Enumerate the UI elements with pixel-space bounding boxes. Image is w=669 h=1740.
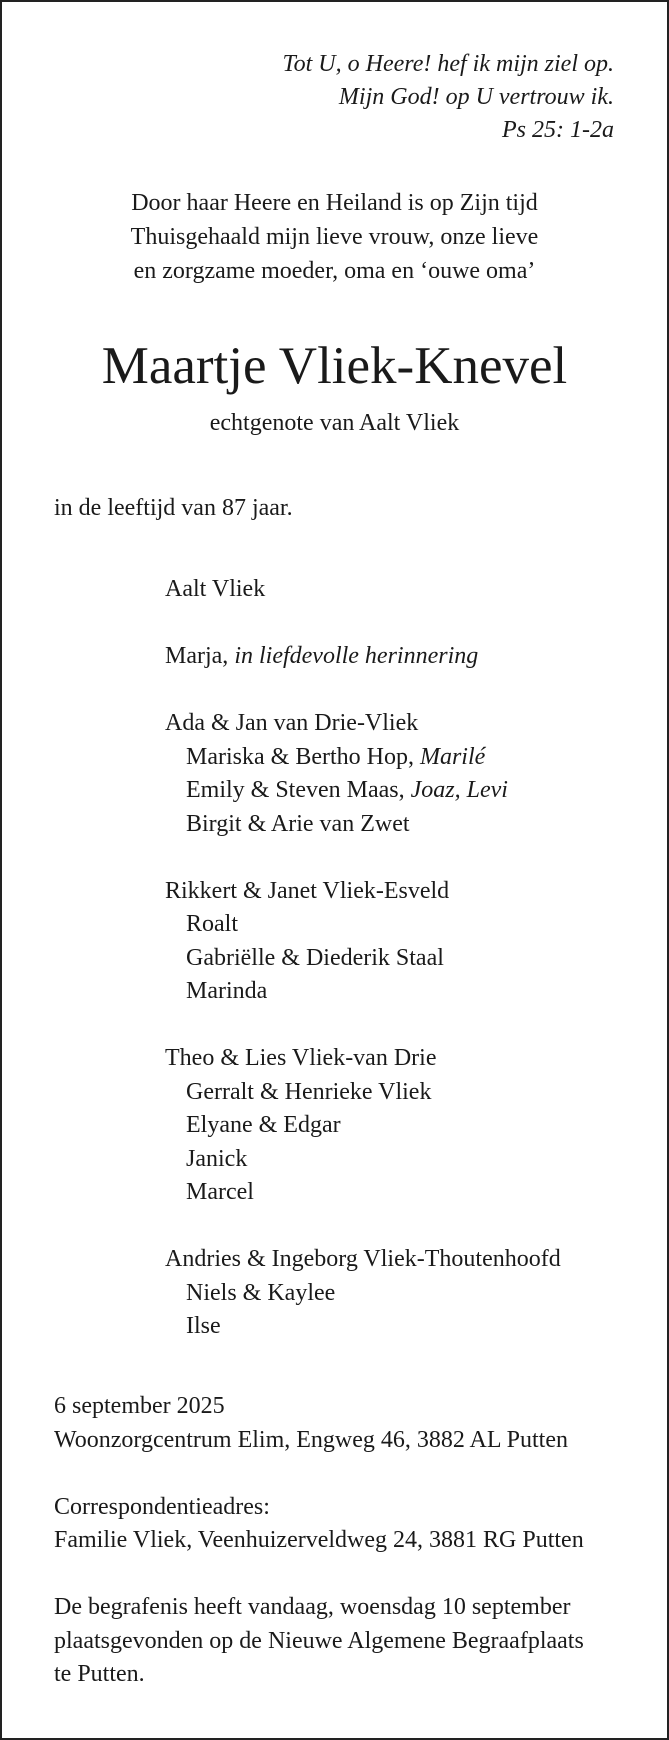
grandchild-line: Niels & Kaylee — [186, 1279, 336, 1306]
grandchild-line: Birgit & Arie van Zwet — [186, 810, 410, 837]
age-line: in de leeftijd van 87 jaar. — [54, 495, 293, 521]
grandchild-line — [165, 774, 561, 808]
grandchild-line: Marcel — [186, 1179, 254, 1205]
verse-line: Tot U, o Heere! hef ik mijn ziel op. — [282, 51, 614, 77]
grandchild-line: Ilse — [186, 1313, 221, 1339]
grandchild-name: Emily & Steven Maas, — [186, 777, 411, 803]
psalm-verse — [282, 48, 614, 147]
family-head — [165, 640, 561, 674]
grandchild-name: Mariska & Bertho Hop, — [186, 743, 420, 770]
family-group-ada — [165, 707, 561, 841]
family-head: Rikkert & Janet Vliek-Esveld — [165, 877, 450, 904]
family-group-andries — [165, 1243, 561, 1344]
family-group-husband — [165, 573, 561, 607]
great-grandchildren: Joaz, Levi — [410, 777, 508, 803]
great-grandchildren: Marilé — [419, 743, 486, 770]
verse-reference: Ps 25: 1-2a — [502, 117, 614, 143]
grandchild-line: Marinda — [186, 978, 268, 1004]
date-location — [54, 1390, 584, 1457]
grandchild-line: Gabriëlle & Diederik Staal — [186, 944, 444, 971]
grandchild-line: Roalt — [186, 911, 238, 937]
death-location: Woonzorgcentrum Elim, Engweg 46, 3882 AL Putten — [54, 1426, 568, 1453]
intro-line: Door haar Heere en Heiland is op Zijn tijd — [131, 190, 538, 216]
family-group-rikkert — [165, 875, 561, 1009]
grandchild-line: Gerralt & Henrieke Vliek — [186, 1078, 432, 1105]
family-list — [165, 573, 561, 1377]
spouse-line: echtgenote van Aalt Vliek — [209, 410, 460, 436]
intro-text — [0, 186, 669, 288]
correspondence-address: Familie Vliek, Veenhuizerveldweg 24, 3881 RG Putten — [54, 1527, 584, 1553]
intro-line: en zorgzame moeder, oma en ‘ouwe oma’ — [133, 258, 536, 284]
correspondence-label: Correspondentieadres: — [54, 1493, 270, 1520]
verse-line: Mijn God! op U vertrouw ik. — [338, 84, 614, 110]
deceased-name: Maartje Vliek-Knevel — [101, 337, 568, 395]
family-head: Ada & Jan van Drie-Vliek — [165, 710, 419, 736]
family-group-theo — [165, 1042, 561, 1210]
funeral-line: te Putten. — [54, 1661, 145, 1687]
remembrance-note: in liefdevolle herinnering — [234, 643, 479, 669]
grandchild-line: Elyane & Edgar — [186, 1112, 341, 1138]
intro-line: Thuisgehaald mijn lieve vrouw, onze lieve — [130, 224, 539, 250]
family-member-name: Marja, — [165, 643, 235, 669]
family-head: Andries & Ingeborg Vliek-Thoutenhoofd — [165, 1246, 561, 1272]
family-head: Aalt Vliek — [165, 576, 266, 602]
funeral-line: De begrafenis heeft vandaag, woensdag 10 september — [54, 1594, 571, 1620]
family-head: Theo & Lies Vliek-van Drie — [165, 1045, 437, 1071]
grandchild-line — [165, 741, 561, 775]
grandchild-line: Janick — [186, 1145, 248, 1172]
family-group-marja — [165, 640, 561, 674]
footer-info — [54, 1390, 584, 1725]
death-date: 6 september 2025 — [54, 1393, 225, 1419]
funeral-line: plaatsgevonden op de Nieuwe Algemene Begraafplaats — [54, 1627, 584, 1654]
funeral-notice — [54, 1591, 584, 1692]
correspondence — [54, 1491, 584, 1558]
